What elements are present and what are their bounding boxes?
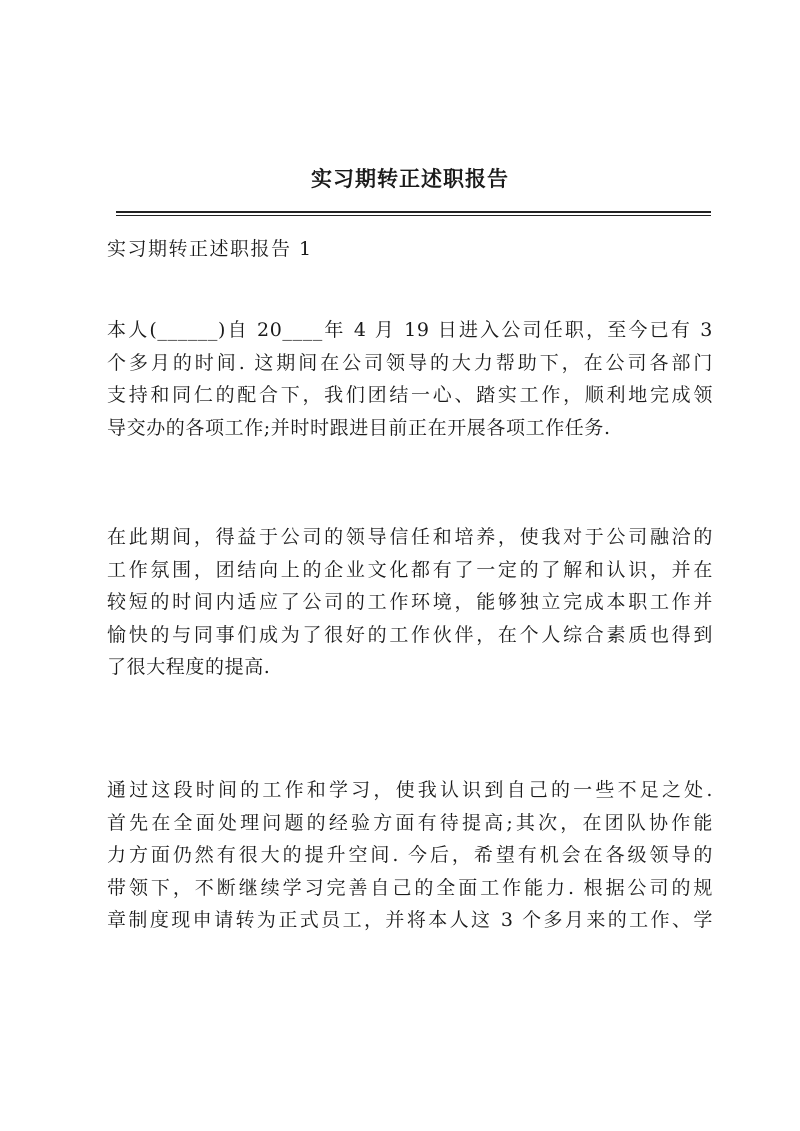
paragraph-line: 支持和同仁的配合下，我们团结一心、踏实工作，顺利地完成领	[107, 384, 713, 406]
paragraph-line: 章制度现申请转为正式员工，并将本人这 3 个多月来的工作、学	[107, 909, 713, 931]
paragraph-1	[107, 314, 713, 444]
paragraph-line: 力方面仍然有很大的提升空间. 今后，希望有机会在各级领导的	[107, 844, 713, 866]
paragraph-line: 首先在全面处理问题的经验方面有待提高;其次，在团队协作能	[107, 811, 713, 834]
paragraph-line: 在此期间，得益于公司的领导信任和培养，使我对于公司融洽的	[107, 526, 713, 548]
paragraph-line: 带领下，不断继续学习完善自己的全面工作能力. 根据公司的规	[107, 876, 713, 899]
paragraph-3	[107, 774, 713, 937]
paragraph-line: 通过这段时间的工作和学习，使我认识到自己的一些不足之处.	[107, 779, 713, 801]
paragraph-line: 本人(______)自 20____年 4 月 19 日进入公司任职，至今已有 3	[107, 319, 713, 341]
paragraph-line: 导交办的各项工作;并时时跟进目前正在开展各项工作任务.	[107, 416, 611, 439]
paragraph-line: 了很大程度的提高.	[107, 656, 271, 678]
title-divider	[116, 211, 711, 216]
document-title: 实习期转正述职报告	[311, 166, 509, 191]
paragraph-2	[107, 521, 713, 684]
section-heading: 实习期转正述职报告 1	[107, 238, 313, 260]
paragraph-line: 愉快的与同事们成为了很好的工作伙伴，在个人综合素质也得到	[107, 623, 713, 646]
paragraph-line: 工作氛围，团结向上的企业文化都有了一定的了解和认识，并在	[107, 558, 713, 581]
paragraph-line: 较短的时间内适应了公司的工作环境，能够独立完成本职工作并	[107, 591, 713, 613]
paragraph-line: 个多月的时间. 这期间在公司领导的大力帮助下，在公司各部门	[107, 351, 713, 374]
